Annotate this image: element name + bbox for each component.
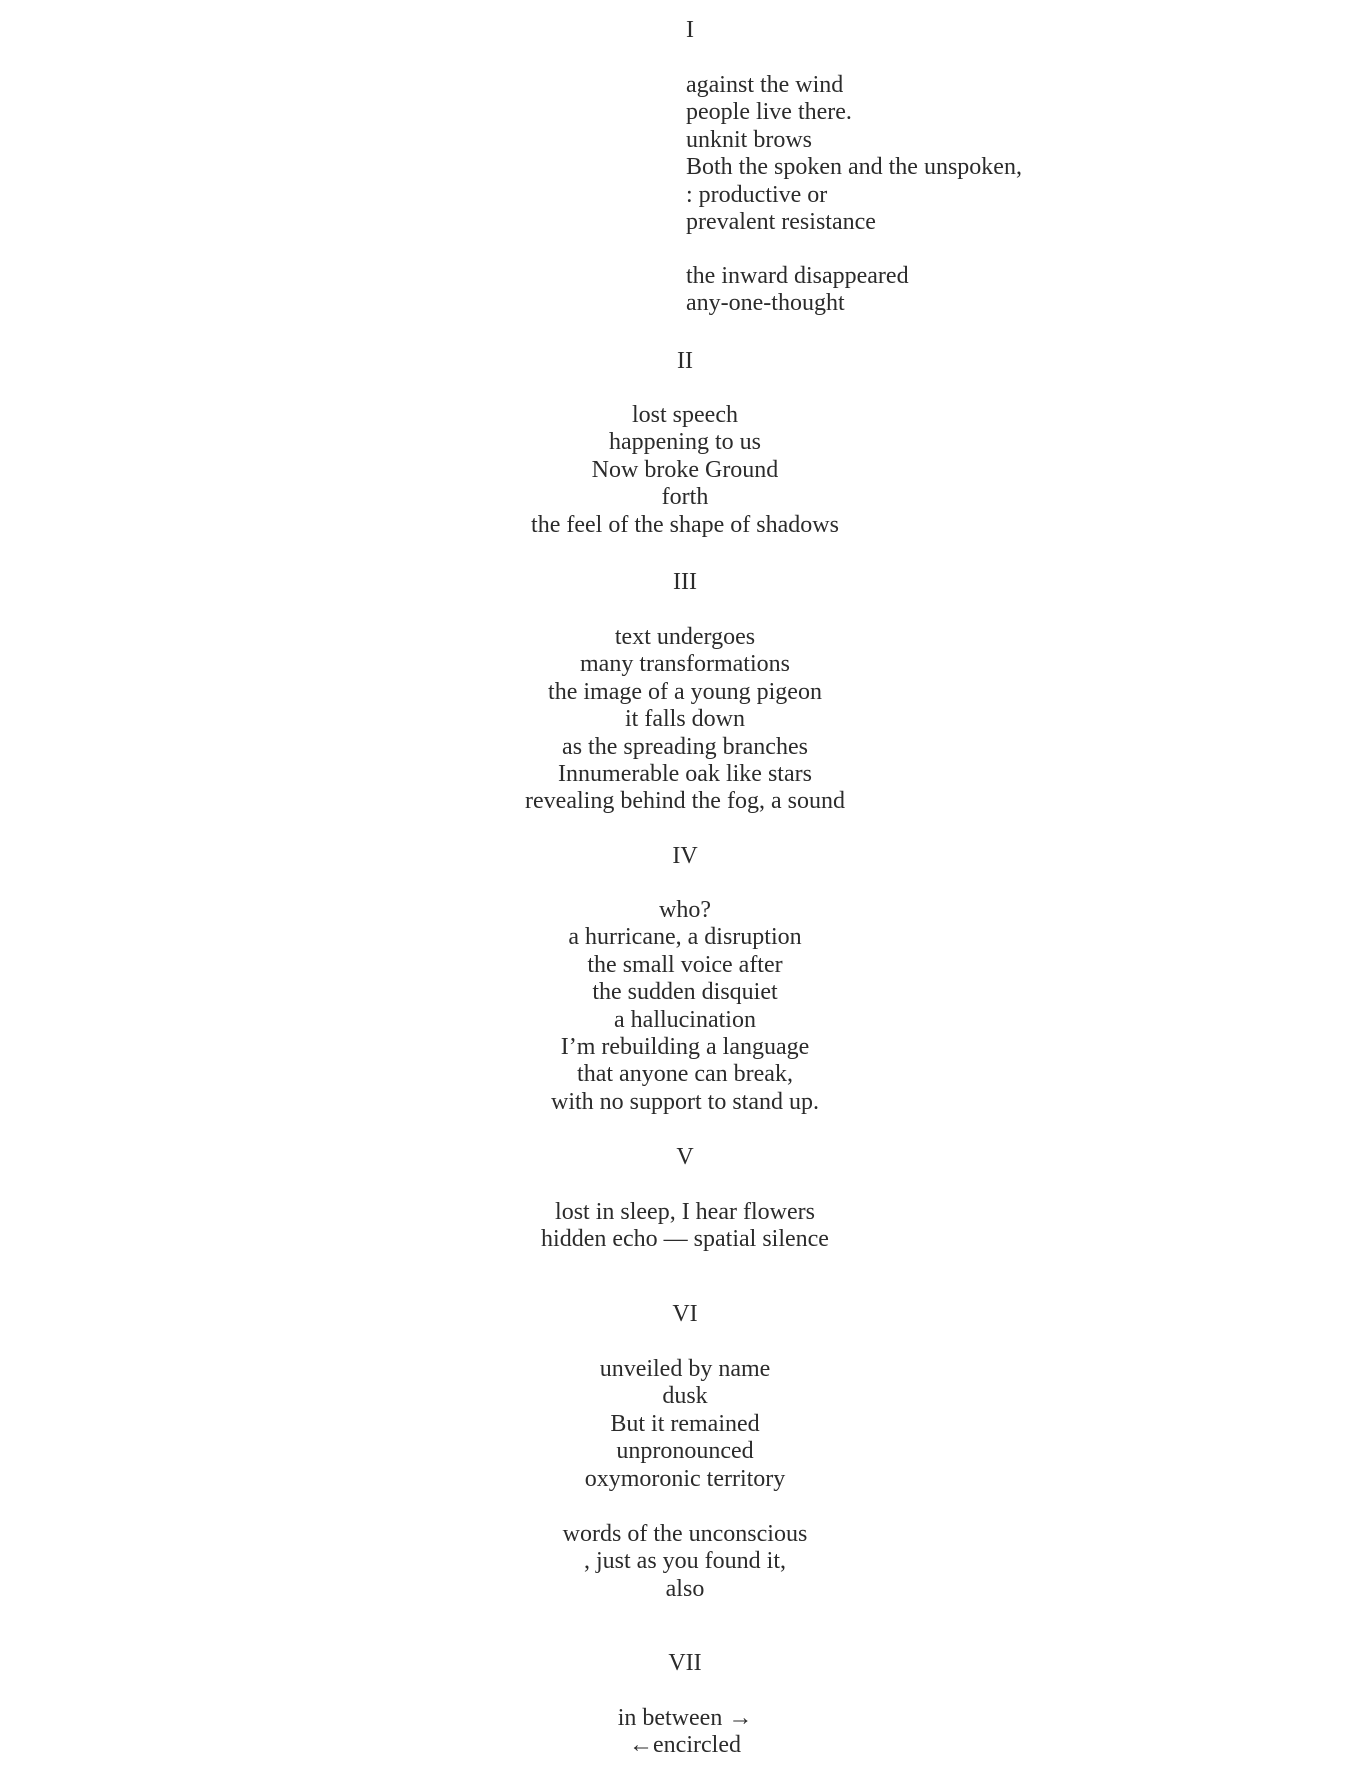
poem-line: the image of a young pigeon: [548, 678, 822, 705]
poem-line: who?: [659, 897, 711, 923]
poem-line: the inward disappeared: [686, 263, 909, 289]
poem-line: lost speech: [632, 402, 738, 428]
poem-line: a hallucination: [614, 1006, 756, 1033]
section-numeral: I: [686, 17, 694, 43]
stanza: [686, 72, 1022, 236]
section-numeral: V: [676, 1144, 694, 1170]
section-numeral: III: [673, 569, 697, 595]
poem-line: lost in sleep, I hear flowers: [555, 1199, 815, 1225]
stanza: [0, 1705, 1370, 1760]
poem-line: ←encircled: [629, 1732, 741, 1759]
section-numeral: VI: [672, 1301, 698, 1327]
poem-line: any-one-thought: [686, 290, 845, 317]
poem-line: as the spreading branches: [562, 733, 808, 760]
stanza: [686, 263, 909, 318]
poem-line: people live there.: [686, 99, 852, 126]
poem-line: forth: [661, 484, 709, 511]
stanza: [0, 1521, 1370, 1603]
poem-line: Now broke Ground: [591, 456, 779, 483]
poem-line: happening to us: [609, 429, 761, 456]
poem-line: Both the spoken and the unspoken,: [686, 154, 1022, 181]
poem-line: unpronounced: [616, 1438, 754, 1465]
poem-line: But it remained: [610, 1410, 760, 1437]
poem-line: revealing behind the fog, a sound: [525, 788, 845, 815]
poem-line: , just as you found it,: [584, 1548, 786, 1575]
stanza: [0, 402, 1370, 539]
poem-line: it falls down: [625, 706, 745, 733]
poem-line: unknit brows: [686, 126, 812, 153]
stanza: [0, 624, 1370, 816]
stanza: [0, 1356, 1370, 1493]
poem-line: against the wind: [686, 72, 844, 98]
poem-line: with no support to stand up.: [551, 1088, 819, 1115]
poem-line: the sudden disquiet: [592, 979, 778, 1006]
poem-line: hidden echo — spatial silence: [541, 1226, 829, 1253]
poem-line: : productive or: [686, 181, 828, 208]
poem-line: the small voice after: [587, 951, 783, 978]
poem-line: Innumerable oak like stars: [558, 760, 812, 787]
section-numeral: IV: [672, 843, 698, 869]
poem-line: prevalent resistance: [686, 208, 876, 235]
poem-line: I’m rebuilding a language: [560, 1033, 810, 1060]
section-numeral: II: [677, 348, 693, 374]
poem-line: words of the unconscious: [562, 1521, 808, 1547]
poem-line: also: [665, 1575, 705, 1602]
poem-line: many transformations: [580, 651, 790, 678]
poem-line: that anyone can break,: [577, 1061, 793, 1088]
poem-line: oxymoronic territory: [584, 1465, 786, 1492]
stanza: [0, 1199, 1370, 1254]
poem-line: text undergoes: [614, 624, 756, 650]
poem-line: a hurricane, a disruption: [568, 924, 802, 951]
poem-line: unveiled by name: [599, 1356, 771, 1382]
poem-line: in between →: [617, 1705, 753, 1731]
section-numeral: VII: [668, 1650, 702, 1676]
poem-line: dusk: [662, 1383, 708, 1410]
stanza: [0, 897, 1370, 1116]
poem-line: the feel of the shape of shadows: [531, 511, 839, 538]
